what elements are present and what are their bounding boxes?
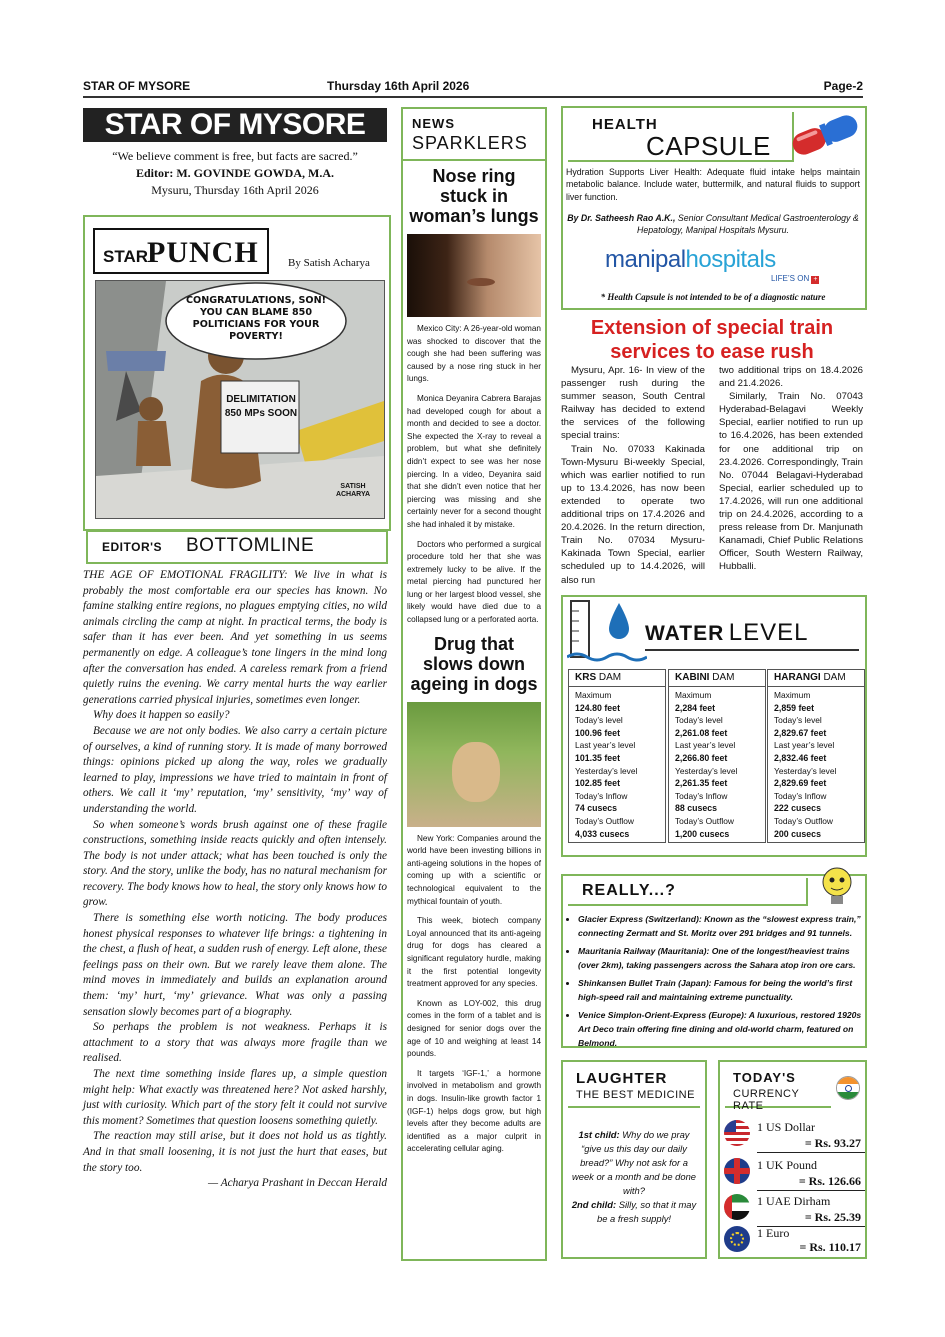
bottomline-paragraph: So perhaps the problem is not weakness. Perhaps it is attachment to a story that was always more fragile than we realised.: [83, 1021, 387, 1065]
currency-value: = Rs. 110.17: [799, 1240, 861, 1254]
laughter-box: [561, 1060, 707, 1259]
rate-row-aed: [720, 1192, 865, 1228]
value-yesterday: 2,261.35 feet: [675, 778, 728, 789]
cartoon-byline: By Satish Acharya: [288, 257, 370, 269]
value-outflow: 200 cusecs: [774, 828, 821, 839]
story-paragraph: Doctors who performed a surgical procedure told her that she was extremely lucky to be alive. If the metal piercing had punctured her lung or her largest blood vessel, she likely would have died due to a collapsed lung or a perforated aorta.: [407, 539, 541, 625]
dam-name: HARANGI: [774, 672, 821, 683]
newspaper-headline: DELIMITATION 850 MPs SOON: [224, 394, 298, 419]
water-label: WATER: [645, 622, 725, 645]
train-headline: Extension of special train services to ease rush: [590, 317, 834, 363]
train-paragraph: Similarly, Train No. 07043 Hyderabad-Belagavi Weekly Special, earlier notified to run up to 16.4.2026, has been extended for one additional trip on 23.4.2026. Correspondingly, Train No. 07044 Belagavi-Hyderabad Special, earlier scheduled up to 17.4.2026, will run one additional trip on 24.4.2026, according to a press release from Dr. Manjunath Kanamadi, Chief Public Relations Officer, South Western Railway, Hubballi.: [719, 391, 863, 573]
label-last-year: Last year’s level: [774, 740, 835, 751]
dam-readings: [569, 687, 665, 842]
sparklers-label: SPARKLERS: [412, 133, 528, 153]
bottomline-paragraph: The next time something inside flares up, a simple question might help: What exactly was threatened here? Not asked harshly, just with curiosity. Which part of the story felt it could not survive this moment? Sometimes that question loosens something quietly.: [83, 1068, 387, 1127]
dam-header: [569, 670, 665, 687]
label-max: Maximum: [675, 690, 712, 700]
page-header: [83, 78, 863, 98]
star-punch-title: [93, 228, 269, 274]
really-title: REALLY...?: [582, 882, 676, 899]
currency-name: 1 US Dollar: [757, 1120, 815, 1134]
dam-name: KRS: [575, 672, 597, 683]
label-yesterday: Yesterday’s level: [575, 765, 638, 776]
dam-name: KABINI: [675, 672, 710, 683]
laughter-title-box: [568, 1066, 700, 1108]
story-paragraph: This week, biotech company Loyal announced that its anti-ageing drug for dogs has cleared a significant regulatory hurdle, making it the first potential longevity treatment approved for any species.: [407, 916, 541, 989]
laughter-title: LAUGHTER: [576, 1070, 668, 1087]
bottomline-title: [86, 530, 388, 564]
story-paragraph: New York: Companies around the world have been investing billions in anti-ageing solutions in the hopes of coming up with a scientific or technological equivalent to the mythical fountain of youth.: [407, 833, 541, 906]
currency-value: = Rs. 25.39: [804, 1210, 861, 1224]
water-level-title: [645, 619, 859, 651]
speaker-1: 1st child:: [578, 1129, 620, 1140]
label-outflow: Today’s Outflow: [575, 815, 634, 826]
really-box: [561, 874, 867, 1048]
train-article-col1: [561, 364, 705, 587]
health-disclaimer: * Health Capsule is not intended to be of a diagnostic nature: [600, 292, 826, 302]
really-title-box: [568, 878, 808, 906]
photo-detail: [452, 742, 500, 802]
bottomline-paragraph: The reaction may still arise, but it does not hold us as tightly. And in that small loosening, it is not just the hurt that eases, but the story too.: [83, 1130, 387, 1174]
editor-line: Editor: M. GOVINDE GOWDA, M.A.: [136, 166, 334, 180]
currency-name: 1 Euro: [757, 1226, 790, 1240]
water-level-box: [561, 595, 867, 857]
label-inflow: Today’s Inflow: [675, 790, 728, 801]
bottomline-paragraph: Because we are not only bodies. We also carry a certain picture of ourselves, a kind of running story. It is made of many borrowed things: opinions picked up along the way, roles we gradually learned to play, impressions we have tried to maintain in front of others. We call it ‘my’ reputation, ‘my’ sensitivity, ‘my’ way of understanding the world.: [83, 724, 387, 815]
story-headline: Drug that slows down ageing in dogs: [410, 633, 538, 694]
value-last-year: 101.35 feet: [575, 752, 620, 763]
news-sparklers-column: [401, 107, 547, 1261]
logo-part-a: manipal: [605, 246, 686, 273]
joke-line-1: [569, 1128, 699, 1198]
dateline: Mysuru, Thursday 16th April 2026: [151, 183, 319, 197]
dam-readings: [768, 687, 864, 842]
bottomline-paragraph: There is something else worth noticing. The body produces honest physical responses to whatever life brings: a tightening in the chest, a flush of heat, a sudden rush of energy. Left alone, these feelings pass on their own. But we rarely leave them alone. The mind moves in immediately and builds an explanation around them: ‘my’ hurt, ‘my’ grievance. What was only a passing sensation slowly becomes part of a biography.: [83, 912, 387, 1018]
logo-tagline: [771, 274, 819, 284]
value-max: 2,284 feet: [675, 702, 716, 713]
really-item: • Mauritania Railway (Mauritania): One of the longest/heaviest trains (over 2km), taking passengers across the Sahara atop iron ore cars.: [578, 944, 868, 972]
dam-suffix: DAM: [598, 672, 622, 683]
rate-divider: [757, 1190, 865, 1191]
rate-row-usd: [720, 1118, 865, 1154]
news-label: NEWS: [412, 116, 455, 131]
us-flag-icon: [724, 1120, 750, 1146]
train-article-col2: [719, 364, 863, 574]
uae-flag-icon: [724, 1194, 750, 1220]
label-outflow: Today’s Outflow: [774, 815, 833, 826]
story-body: [403, 833, 545, 1156]
label-inflow: Today’s Inflow: [774, 790, 827, 801]
value-inflow: 88 cusecs: [675, 803, 718, 814]
bottomline-paragraph: THE AGE OF EMOTIONAL FRAGILITY: We live in what is probably the most comfortable era our species has known. No famine stalking entire regions, no plagues emptying cities, no wild animals circling the camp at night. In practical terms, the body is safer than it has ever been. And yet something in us seems permanently on edge. A colleague’s tone lingers in the mind long after the conversation has ended. A careless remark from a friend quietly ruins the evening. We carry mental hurts the way earlier generations carried physical injuries, sometimes even longer.: [83, 569, 387, 706]
speaker-2: 2nd child:: [571, 1199, 617, 1210]
nose-ring-photo: [407, 234, 541, 317]
train-paragraph: Train No. 07033 Kakinada Town-Mysuru Bi-weekly Special, which was earlier notified to run up to 13.4.2026, has now been extended to operate two additional trips on 17.4.2026 and 20.4.2026. In the return direction, Train No. 07034 Mysuru-Kakinada Town Special, earlier scheduled up to 14.4.2026, will also run: [561, 443, 705, 586]
bottomline-credit: — Acharya Prashant in Deccan Herald: [208, 1177, 387, 1190]
capsule-pill-icon: [785, 110, 865, 160]
cartoonist-signature: SATISH ACHARYA: [335, 483, 371, 498]
masthead-info: [83, 148, 387, 199]
story-headline: Nose ring stuck in woman’s lungs: [409, 166, 539, 226]
speech-bubble-text: CONGRATULATIONS, SON! YOU CAN BLAME 850 POLITICIANS FOR YOUR POVERTY!: [186, 295, 326, 342]
value-outflow: 1,200 cusecs: [675, 828, 730, 839]
label-inflow: Today’s Inflow: [575, 790, 628, 801]
bottomline-title-bold: EDITOR'S: [102, 540, 162, 554]
lightbulb-icon: [815, 864, 859, 908]
logo-part-b: hospitals: [685, 246, 776, 273]
currency-value: = Rs. 93.27: [804, 1136, 861, 1150]
value-today: 2,261.08 feet: [675, 727, 728, 738]
value-max: 124.80 feet: [575, 702, 620, 713]
dam-header: [768, 670, 864, 687]
health-label: HEALTH: [592, 116, 658, 133]
value-today: 100.96 feet: [575, 727, 620, 738]
label-today: Today’s level: [774, 715, 822, 726]
value-max: 2,859 feet: [774, 702, 815, 713]
line-1: Why do we pray “give us this day our daily bread?” Why not ask for a week or a month and be done with?: [571, 1129, 697, 1196]
story-paragraph: Known as LOY-002, this drug comes in the form of a tablet and is designed for senior dogs over the age of 10 and weighing at least 14 pounds.: [407, 998, 541, 1059]
motto: “We believe comment is free, but facts are sacred.”: [112, 149, 358, 163]
rate-row-eur: [720, 1226, 865, 1256]
story-paragraph: Monica Deyanira Cabrera Barajas had developed cough for about a month and decided to see a doctor. She expected the X-ray to reveal a problem, but what she definitely didn’t expect to see was her nose piercing. In a video, Deyanira said that she didn’t even notice that her piercing was missing and she certainly never for a second thought she had inhaled it by mistake.: [407, 393, 541, 529]
label-today: Today’s level: [675, 715, 723, 726]
label-max: Maximum: [774, 690, 811, 700]
currency-box: [718, 1060, 867, 1259]
rate-row-gbp: [720, 1156, 865, 1192]
bottomline-paragraph: Why does it happen so easily?: [93, 709, 230, 722]
value-today: 2,829.67 feet: [774, 727, 827, 738]
doctor-title: Senior Consultant Medical Gastroenterology & Hepatology, Manipal Hospitals Mysuru.: [637, 213, 859, 236]
rate-divider: [757, 1152, 865, 1153]
value-inflow: 74 cusecs: [575, 803, 618, 814]
joke-line-2: [569, 1198, 699, 1226]
header-page-number: Page-2: [823, 79, 863, 93]
uk-flag-icon: [724, 1158, 750, 1184]
header-paper-name: STAR OF MYSORE: [83, 79, 191, 93]
train-paragraph: Mysuru, Apr. 16- In view of the passenger rush during the summer season, South Central Railway has decided to extend the services of the following special trains:: [561, 365, 705, 442]
dam-card-kabini: [668, 669, 766, 843]
train-paragraph: two additional trips on 18.4.2026 and 21.4.2026.: [719, 365, 863, 390]
india-flag-icon: [836, 1076, 860, 1100]
water-gauge-icon: [567, 599, 647, 667]
currency-subtitle: CURRENCY RATE: [733, 1088, 800, 1112]
label-max: Maximum: [575, 690, 612, 700]
doctor-name: By Dr. Satheesh Rao A.K.,: [567, 213, 676, 223]
logo-tagline-text: LIFE’S ON: [771, 274, 810, 283]
story-paragraph: It targets ‘IGF-1,’ a hormone involved in metabolism and growth in dogs. Insulin-like growth factor 1 (IGF-1) helps dogs grow, but high levels after they become adults are identified as a major culprit in accelerating cellular aging.: [407, 1068, 541, 1154]
really-list: [566, 912, 868, 1054]
header-date: Thursday 16th April 2026: [327, 79, 470, 93]
health-tip: Hydration Supports Liver Health: Adequate fluid intake helps maintain metabolic balance. Include water, buttermilk, and natural fluids to support liver function.: [566, 167, 860, 202]
dam-card-harangi: [767, 669, 865, 843]
currency-title-box: [725, 1066, 831, 1112]
laughter-subtitle: THE BEST MEDICINE: [576, 1089, 695, 1101]
cartoon-illustration: [95, 280, 385, 519]
bottomline-article: [83, 568, 387, 1192]
value-yesterday: 102.85 feet: [575, 778, 620, 789]
currency-title: TODAY'S: [733, 1070, 796, 1085]
capsule-label: CAPSULE: [646, 131, 771, 161]
value-inflow: 222 cusecs: [774, 803, 821, 814]
manipal-logo: [605, 246, 776, 274]
news-sparklers-title: [403, 109, 545, 161]
punch-label: PUNCH: [147, 236, 259, 269]
label-outflow: Today’s Outflow: [675, 815, 734, 826]
bottomline-paragraph: So when someone’s words brush against one of these fragile constructions, something inside reacts quickly and often intensely. The body is not under attack; what has been touched is only the story. And the story, unlike the body, has no natural mechanism for recovery. The body knows how to heal, the story only knows how to grow.: [83, 818, 387, 909]
health-capsule-box: [561, 106, 867, 310]
really-item: • Shinkansen Bullet Train (Japan): Famous for being the world’s first high-speed rail and maintaining extreme punctuality.: [578, 976, 868, 1004]
story-body: [403, 323, 545, 627]
masthead-title: STAR OF MYSORE: [83, 108, 387, 142]
bottomline-title-text: BOTTOMLINE: [186, 535, 315, 556]
dam-readings: [669, 687, 765, 842]
photo-detail: [467, 278, 495, 286]
label-last-year: Last year’s level: [575, 740, 636, 751]
currency-value: = Rs. 126.66: [798, 1174, 861, 1188]
value-outflow: 4,033 cusecs: [575, 828, 630, 839]
value-yesterday: 2,829.69 feet: [774, 778, 827, 789]
really-item: • Venice Simplon-Orient-Express (Europe): A luxurious, restored 1920s Art Deco train offering fine dining and old-world charm, featured on Belmond.: [578, 1008, 868, 1050]
dam-suffix: DAM: [712, 672, 735, 683]
really-item: • Glacier Express (Switzerland): Known as the “slowest express train,” connecting Zermatt and St. Moritz over 291 bridges and 91 tunnels.: [578, 912, 868, 940]
label-last-year: Last year’s level: [675, 740, 736, 751]
star-label: STAR: [103, 247, 149, 266]
dam-suffix: DAM: [823, 672, 846, 683]
dog-photo: [407, 702, 541, 827]
red-cross-icon: +: [813, 276, 818, 283]
eu-flag-icon: [724, 1226, 750, 1252]
value-last-year: 2,266.80 feet: [675, 752, 728, 763]
health-byline: [566, 212, 860, 237]
currency-name: 1 UAE Dirham: [757, 1194, 831, 1208]
label-yesterday: Yesterday’s level: [774, 765, 837, 776]
label-today: Today’s level: [575, 715, 623, 726]
story-paragraph: Mexico City: A 26-year-old woman was shocked to discover that the cough she had been suffering was caused by a nose ring stuck in her lungs.: [407, 324, 541, 384]
currency-name: 1 UK Pound: [757, 1158, 818, 1172]
dam-card-krs: [568, 669, 666, 843]
health-capsule-title: [568, 112, 794, 162]
label-yesterday: Yesterday’s level: [675, 765, 738, 776]
dam-header: [669, 670, 765, 687]
level-label: LEVEL: [728, 619, 809, 646]
line-2: Silly, so that it may be a fresh supply!: [596, 1199, 697, 1224]
value-last-year: 2,832.46 feet: [774, 752, 827, 763]
laughter-joke: [569, 1128, 699, 1226]
